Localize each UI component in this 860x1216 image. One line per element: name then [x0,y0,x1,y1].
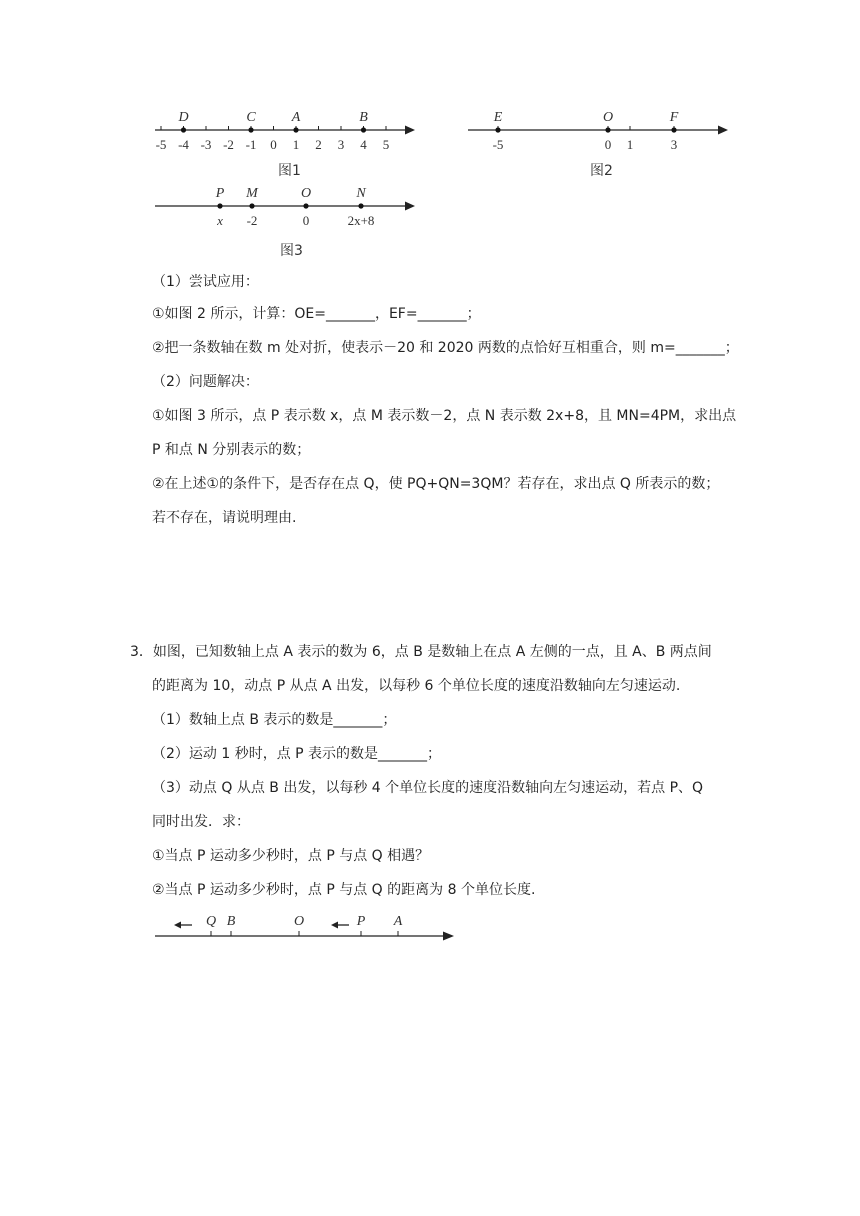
tick-label: 0 [270,137,277,152]
figure-3-caption: 图3 [280,243,303,259]
tick-label: 3 [337,137,345,152]
point-label: D [178,110,189,125]
point-value-label: 2x+8 [347,213,375,228]
figure-4 [150,904,460,948]
q2-line-5: ②在上述①的条件下，是否存在点 Q，使 PQ+QN=3QM？若存在，求出点 Q 所表示的数； [152,476,720,492]
point-B [361,127,366,132]
q3-line-6: 同时出发．求： [152,814,250,830]
q2-part2: （2）问题解决： [152,374,259,390]
point-E [495,127,500,132]
q3-line-8: ②当点 P 运动多少秒时，点 P 与点 Q 的距离为 8 个单位长度. [152,882,536,898]
tick-label: 0 [604,137,612,152]
q2-part1: （1）尝试应用： [152,274,259,290]
q2-line-3: ①如图 3 所示，点 P 表示数 x，点 M 表示数－2，点 N 表示数 2x+8，且 MN=4PM，求出点 [152,408,737,424]
tick-label: -5 [492,137,504,152]
point-C [248,127,253,132]
tick-label: -1 [245,137,257,152]
point-M [249,203,254,208]
q3-line-2: 的距离为 10，动点 P 从点 A 出发，以每秒 6 个单位长度的速度沿数轴向左匀速运动. [152,678,681,694]
number-line-4 [150,904,460,948]
point-P [217,203,222,208]
tick-label: -3 [200,137,212,152]
point-label: N [356,186,366,201]
arrow-left-icon-head [174,922,181,929]
q2-line-6: 若不存在，请说明理由. [152,510,297,526]
point-label: O [602,110,614,125]
point-label: B [359,110,368,125]
tick-label: -4 [178,137,189,152]
tick-label: 2 [315,137,322,152]
figure-2-caption: 图2 [590,163,613,179]
number-line-2 [466,104,736,159]
q3-line-7: ①当点 P 运动多少秒时，点 P 与点 Q 相遇？ [152,848,430,864]
q2-line-2: ②把一条数轴在数 m 处对折，使表示－20 和 2020 两数的点恰好互相重合，则 m=_______； [152,340,739,356]
q3-line-4: （2）运动 1 秒时，点 P 表示的数是_______； [152,746,442,762]
q2-line-4: P 和点 N 分别表示的数； [152,442,311,458]
number-line-3 [150,180,420,235]
q2-line-1: ①如图 2 所示，计算：OE=_______，EF=_______； [152,306,481,322]
figure-1-caption: 图1 [278,163,301,179]
figure-3 [150,180,420,262]
point-O [303,203,308,208]
point-label: E [493,110,503,125]
point-N [358,203,363,208]
point-F [671,127,676,132]
tick-label: 3 [670,137,678,152]
point-label: B [226,914,236,929]
tick-label: 1 [626,137,634,152]
point-label: O [300,186,312,201]
q3-line-3: （1）数轴上点 B 表示的数是_______； [152,712,397,728]
tick-label: 1 [292,137,300,152]
point-label: P [356,914,366,929]
tick-label: 5 [382,137,390,152]
point-label: A [393,914,403,929]
point-label: O [293,914,305,929]
point-label: C [246,110,256,125]
point-label: P [215,186,225,201]
point-value-label: 0 [302,213,310,228]
tick-label: 4 [360,137,367,152]
number-line-1 [150,104,420,159]
q3-line-5: （3）动点 Q 从点 B 出发，以每秒 4 个单位长度的速度沿数轴向左匀速运动，若点 P、Q [152,780,704,796]
point-label: F [669,110,679,125]
tick-label: -2 [223,137,234,152]
point-label: A [291,110,301,125]
point-A [293,127,298,132]
tick-label: -5 [155,137,167,152]
point-value-label: x [217,213,223,228]
figure-2 [466,104,736,182]
point-label: M [246,186,258,201]
figure-1 [150,104,420,182]
point-D [181,127,186,132]
point-label: Q [205,914,217,929]
point-O [605,127,610,132]
q3-line-1: 3．如图，已知数轴上点 A 表示的数为 6，点 B 是数轴上在点 A 左侧的一点，且 A、B 两点间 [130,644,712,660]
arrow-left-icon-head [331,922,338,929]
point-value-label: -2 [246,213,258,228]
